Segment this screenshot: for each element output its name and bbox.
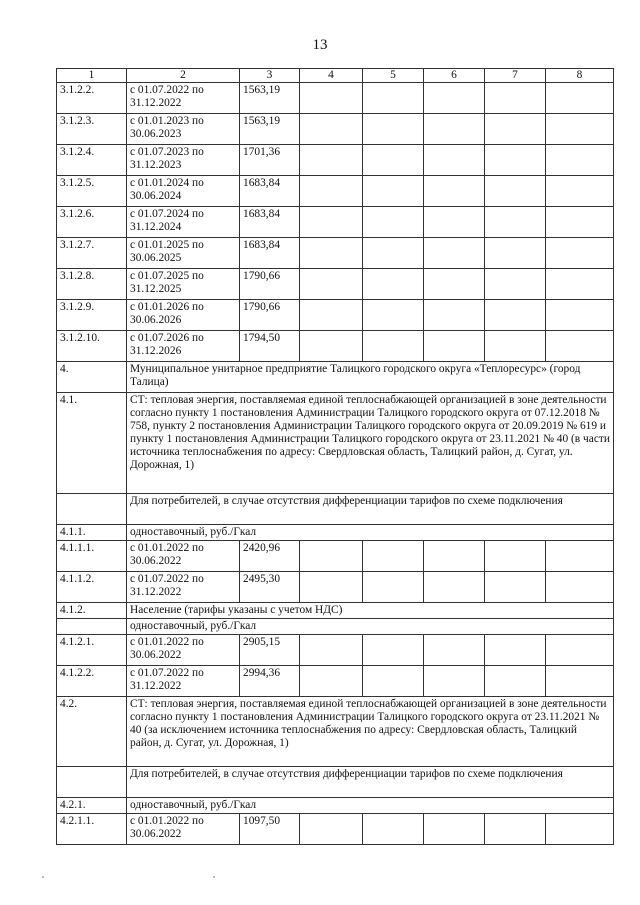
population-row [57, 603, 614, 619]
empty-cell [57, 494, 127, 525]
empty-cell [300, 207, 363, 238]
rate-type-row [57, 798, 614, 814]
empty-cell [424, 331, 485, 362]
empty-cell [485, 176, 546, 207]
row-value: 1794,50 [240, 331, 300, 362]
row-code: 4.1.1.2. [57, 572, 127, 603]
scan-speck [213, 876, 215, 878]
row-period: с 01.01.2025 по 30.06.2025 [127, 238, 240, 269]
col-header-4: 4 [300, 69, 363, 83]
empty-cell [300, 814, 363, 845]
empty-cell [300, 145, 363, 176]
row-period: с 01.01.2022 по 30.06.2022 [127, 635, 240, 666]
empty-cell [485, 238, 546, 269]
row-period: с 01.01.2026 по 30.06.2026 [127, 300, 240, 331]
row-code: 3.1.2.9. [57, 300, 127, 331]
empty-cell [363, 541, 424, 572]
row-code: 4.1.1.1. [57, 541, 127, 572]
row-period: с 01.07.2022 по 31.12.2022 [127, 666, 240, 697]
empty-cell [300, 572, 363, 603]
row-value: 1683,84 [240, 207, 300, 238]
row-period: с 01.01.2022 по 30.06.2022 [127, 814, 240, 845]
table-row [57, 238, 614, 269]
empty-cell [485, 300, 546, 331]
empty-cell [300, 635, 363, 666]
rate-type-row [57, 619, 614, 635]
row-value: 1563,19 [240, 83, 300, 114]
table-row [57, 176, 614, 207]
empty-cell [300, 300, 363, 331]
table-row [57, 331, 614, 362]
section-row [57, 393, 614, 494]
row-value: 1790,66 [240, 269, 300, 300]
empty-cell [424, 300, 485, 331]
section-code: 4.1.2. [57, 603, 127, 619]
row-period: с 01.01.2022 по 30.06.2022 [127, 541, 240, 572]
row-code: 3.1.2.4. [57, 145, 127, 176]
empty-cell [485, 83, 546, 114]
row-period: с 01.07.2022 по 31.12.2022 [127, 572, 240, 603]
empty-cell [546, 269, 614, 300]
empty-cell [485, 541, 546, 572]
empty-cell [546, 207, 614, 238]
empty-cell [424, 145, 485, 176]
section-text: Население (тарифы указаны с учетом НДС) [127, 603, 614, 619]
empty-cell [485, 269, 546, 300]
col-header-8: 8 [546, 69, 614, 83]
table-row [57, 83, 614, 114]
section-code: 4.1.1. [57, 525, 127, 541]
row-period: с 01.01.2024 по 30.06.2024 [127, 176, 240, 207]
row-code: 3.1.2.3. [57, 114, 127, 145]
table-row [57, 814, 614, 845]
empty-cell [363, 176, 424, 207]
page-number: 13 [312, 37, 328, 53]
col-header-5: 5 [363, 69, 424, 83]
org-row [57, 362, 614, 393]
empty-cell [424, 83, 485, 114]
empty-cell [363, 814, 424, 845]
note-row [57, 767, 614, 798]
empty-cell [300, 114, 363, 145]
row-code: 3.1.2.8. [57, 269, 127, 300]
empty-cell [363, 572, 424, 603]
scan-speck [42, 876, 44, 878]
empty-cell [485, 114, 546, 145]
empty-cell [300, 83, 363, 114]
table-row [57, 114, 614, 145]
row-code: 3.1.2.5. [57, 176, 127, 207]
row-period: с 01.07.2023 по 31.12.2023 [127, 145, 240, 176]
section-code: 4.1. [57, 393, 127, 494]
empty-cell [546, 114, 614, 145]
section-text: СТ: тепловая энергия, поставляемая единой теплоснабжающей организацией в зоне деятельности согласно пункту 1 постановления Администрации Талицкого городского округа от 23.11.2021 № 40 (за исключением источника теплоснабжения по адресу: Свердловская область, Талицкий район, д. Сугат, ул. Дорожная, 1) [127, 697, 614, 767]
row-value: 1701,36 [240, 145, 300, 176]
row-value: 1683,84 [240, 176, 300, 207]
empty-cell [424, 541, 485, 572]
empty-cell [363, 300, 424, 331]
empty-cell [424, 207, 485, 238]
section-text: Муниципальное унитарное предприятие Талицкого городского округа «Теплоресурс» (город Талица) [127, 362, 614, 393]
col-header-7: 7 [485, 69, 546, 83]
empty-cell [424, 114, 485, 145]
row-code: 3.1.2.6. [57, 207, 127, 238]
empty-cell [424, 238, 485, 269]
empty-cell [300, 541, 363, 572]
section-text: одноставочный, руб./Гкал [127, 798, 614, 814]
empty-cell [363, 666, 424, 697]
empty-cell [546, 331, 614, 362]
empty-cell [424, 635, 485, 666]
row-period: с 01.07.2022 по 31.12.2022 [127, 83, 240, 114]
empty-cell [363, 207, 424, 238]
table-row [57, 666, 614, 697]
table-row [57, 635, 614, 666]
empty-cell [485, 814, 546, 845]
table-row [57, 145, 614, 176]
row-period: с 01.07.2025 по 31.12.2025 [127, 269, 240, 300]
empty-cell [424, 176, 485, 207]
empty-cell [546, 145, 614, 176]
rate-type-row [57, 525, 614, 541]
note-row [57, 494, 614, 525]
section-code: 4. [57, 362, 127, 393]
row-code: 3.1.2.7. [57, 238, 127, 269]
row-value: 1563,19 [240, 114, 300, 145]
row-period: с 01.07.2024 по 31.12.2024 [127, 207, 240, 238]
col-header-2: 2 [127, 69, 240, 83]
empty-cell [300, 176, 363, 207]
empty-cell [300, 238, 363, 269]
section-code: 4.2.1. [57, 798, 127, 814]
note-row-text: Для потребителей, в случае отсутствия дифференциации тарифов по схеме подключения [127, 494, 614, 525]
table-row [57, 207, 614, 238]
row-value: 2905,15 [240, 635, 300, 666]
row-code: 4.1.2.2. [57, 666, 127, 697]
row-value: 2495,30 [240, 572, 300, 603]
header-row [57, 69, 614, 83]
row-value: 1790,66 [240, 300, 300, 331]
empty-cell [363, 114, 424, 145]
row-value: 1683,84 [240, 238, 300, 269]
col-header-3: 3 [240, 69, 300, 83]
empty-cell [363, 331, 424, 362]
row-period: с 01.01.2023 по 30.06.2023 [127, 114, 240, 145]
table-row [57, 269, 614, 300]
col-header-6: 6 [424, 69, 485, 83]
empty-cell [424, 572, 485, 603]
row-value: 2420,96 [240, 541, 300, 572]
note-row-text: Для потребителей, в случае отсутствия дифференциации тарифов по схеме подключения [127, 767, 614, 798]
empty-cell [363, 238, 424, 269]
rate-type-row-text: одноставочный, руб./Гкал [127, 619, 614, 635]
row-code: 3.1.2.2. [57, 83, 127, 114]
row-period: с 01.07.2026 по 31.12.2026 [127, 331, 240, 362]
empty-cell [546, 572, 614, 603]
section-text: одноставочный, руб./Гкал [127, 525, 614, 541]
empty-cell [485, 207, 546, 238]
section-code: 4.2. [57, 697, 127, 767]
empty-cell [546, 635, 614, 666]
row-value: 2994,36 [240, 666, 300, 697]
table-row [57, 572, 614, 603]
empty-cell [485, 331, 546, 362]
row-code: 4.1.2.1. [57, 635, 127, 666]
section-row [57, 697, 614, 767]
empty-cell [546, 814, 614, 845]
empty-cell [485, 666, 546, 697]
empty-cell [546, 300, 614, 331]
empty-cell [424, 666, 485, 697]
empty-cell [300, 666, 363, 697]
empty-cell [424, 269, 485, 300]
empty-cell [546, 541, 614, 572]
empty-cell [300, 331, 363, 362]
table-row [57, 541, 614, 572]
empty-cell [485, 572, 546, 603]
empty-cell [546, 83, 614, 114]
empty-cell [485, 145, 546, 176]
empty-cell [546, 666, 614, 697]
row-code: 4.2.1.1. [57, 814, 127, 845]
empty-cell [57, 767, 127, 798]
empty-cell [363, 269, 424, 300]
empty-cell [57, 619, 127, 635]
row-code: 3.1.2.10. [57, 331, 127, 362]
row-value: 1097,50 [240, 814, 300, 845]
empty-cell [546, 176, 614, 207]
empty-cell [363, 635, 424, 666]
empty-cell [424, 814, 485, 845]
empty-cell [300, 269, 363, 300]
empty-cell [363, 83, 424, 114]
empty-cell [546, 238, 614, 269]
section-text: СТ: тепловая энергия, поставляемая единой теплоснабжающей организацией в зоне деятельности согласно пункту 1 постановления Администрации Талицкого городского округа от 07.12.2018 № 758, пункту 2 постановления Администрации Талицкого городского округа от 20.09.2019 № 619 и пункту 1 постановления Администрации Талицкого городского округа от 23.11.2021 № 40 (в части источника теплоснабжения по адресу: Свердловская область, Талицкий район, д. Сугат, ул. Дорожная, 1) [127, 393, 614, 494]
empty-cell [485, 635, 546, 666]
empty-cell [363, 145, 424, 176]
table-row [57, 300, 614, 331]
tariff-table [56, 68, 614, 845]
col-header-1: 1 [57, 69, 127, 83]
